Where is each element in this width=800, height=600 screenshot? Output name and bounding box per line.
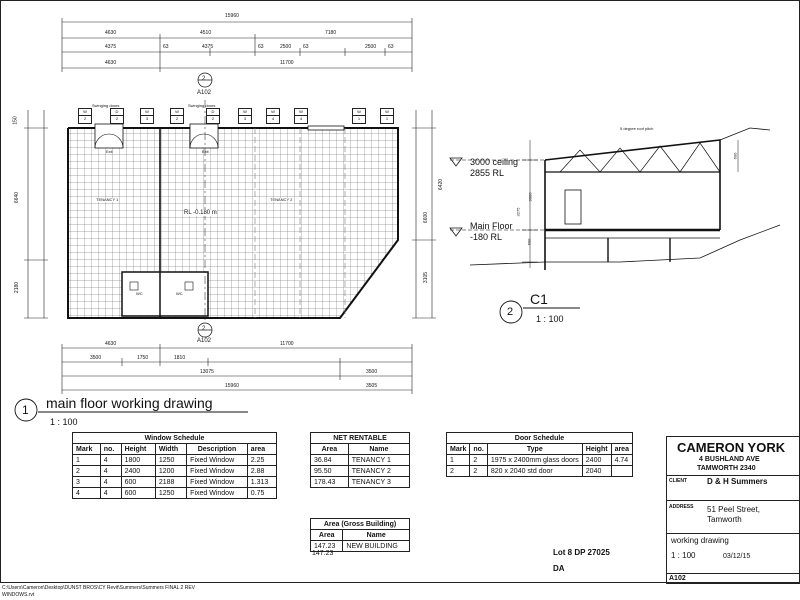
exit-label-2: Exit bbox=[202, 149, 209, 154]
table-cell: Fixed Window bbox=[187, 466, 248, 477]
section-dim-b: 3000 bbox=[527, 192, 533, 202]
window-tag-mark: W bbox=[299, 109, 303, 114]
dim-top-2d: 63 bbox=[258, 44, 264, 50]
window-tag bbox=[140, 108, 154, 124]
window-tag bbox=[266, 108, 280, 124]
dim-right-c: 3105 bbox=[423, 271, 430, 284]
tenancy-1-label: TENANCY 1 bbox=[96, 197, 119, 202]
net-rentable-caption: NET RENTABLE bbox=[311, 433, 410, 444]
dim-top-3b: 11700 bbox=[280, 60, 294, 66]
table-row bbox=[447, 455, 633, 466]
address-label: ADDRESS bbox=[669, 504, 694, 510]
dim-overall: 15960 bbox=[225, 13, 239, 19]
table-cell: 2 bbox=[470, 466, 488, 477]
table-row bbox=[447, 466, 633, 477]
view-number-section: 2 bbox=[507, 306, 514, 318]
col-header: no. bbox=[470, 444, 488, 455]
col-header: Description bbox=[187, 444, 248, 455]
window-tag-mark: W bbox=[243, 109, 247, 114]
table-row bbox=[73, 466, 277, 477]
table-cell: TENANCY 3 bbox=[348, 477, 409, 488]
table-cell: 4 bbox=[100, 477, 121, 488]
company-address-1: 4 BUSHLAND AVE bbox=[699, 456, 760, 463]
table-cell: 600 bbox=[121, 488, 155, 499]
col-header: Width bbox=[155, 444, 186, 455]
dim-right-b: 6600 bbox=[423, 211, 430, 224]
level-tag: RL -0.180 m bbox=[184, 210, 217, 216]
door-schedule-header bbox=[447, 444, 633, 455]
col-header: Type bbox=[487, 444, 582, 455]
dim-top-3a: 4630 bbox=[105, 60, 117, 66]
window-tag-number: 3 bbox=[141, 115, 153, 122]
table-cell: 4 bbox=[100, 488, 121, 499]
dim-bottom-2c: 1810 bbox=[174, 355, 186, 361]
table-cell: 1.313 bbox=[247, 477, 276, 488]
dim-bottom-2a: 3500 bbox=[90, 355, 102, 361]
window-schedule-header bbox=[73, 444, 277, 455]
table-row bbox=[73, 455, 277, 466]
table-cell: 2.88 bbox=[247, 466, 276, 477]
table-cell: 0.75 bbox=[247, 488, 276, 499]
col-header: no. bbox=[100, 444, 121, 455]
window-tag bbox=[380, 108, 394, 124]
swinging-doors-label-1: Swinging doors bbox=[92, 103, 120, 108]
exit-label-1: Exit bbox=[106, 149, 113, 154]
table-cell: 1800 bbox=[121, 455, 155, 466]
window-tag bbox=[206, 108, 220, 124]
table-row bbox=[311, 477, 410, 488]
dim-top-2b: 63 bbox=[163, 44, 169, 50]
section-drawing bbox=[450, 128, 780, 270]
dim-bottom-2d: 3500 bbox=[366, 369, 378, 375]
window-tag bbox=[110, 108, 124, 124]
table-cell: 36.84 bbox=[311, 455, 349, 466]
table-cell: 4 bbox=[100, 466, 121, 477]
window-tag-mark: D bbox=[211, 109, 215, 114]
building-outline bbox=[68, 124, 398, 318]
dim-left-a: 150 bbox=[12, 116, 19, 125]
col-header: Mark bbox=[447, 444, 470, 455]
table-cell: 4 bbox=[100, 455, 121, 466]
section-marker-bottom-sheet: A102 bbox=[197, 338, 212, 344]
net-rentable-table bbox=[310, 432, 410, 488]
col-header: Area bbox=[311, 530, 343, 541]
col-header: Name bbox=[348, 444, 409, 455]
drawing-date: 03/12/15 bbox=[723, 553, 751, 560]
window-schedule bbox=[72, 432, 277, 499]
table-cell: 147.23 bbox=[311, 541, 343, 552]
window-tag bbox=[352, 108, 366, 124]
title-block bbox=[666, 436, 800, 584]
table-cell: 178.43 bbox=[311, 477, 349, 488]
table-cell: 820 x 2040 std door bbox=[487, 466, 582, 477]
table-cell: 2.25 bbox=[247, 455, 276, 466]
door-schedule-caption: Door Schedule bbox=[447, 433, 633, 444]
drawing-scale: 1 : 100 bbox=[671, 551, 696, 560]
window-tag-mark: W bbox=[145, 109, 149, 114]
wc-label-1: WC bbox=[136, 291, 143, 296]
file-name: WINDOWS.rvt bbox=[2, 592, 35, 598]
table-cell: 4.74 bbox=[611, 455, 632, 466]
window-tag-number: 2 bbox=[79, 115, 91, 122]
dim-left-b: 6640 bbox=[14, 191, 21, 204]
sheet-number: A102 bbox=[669, 575, 686, 582]
company-name: CAMERON YORK bbox=[677, 440, 786, 455]
dim-right-a: 6420 bbox=[438, 178, 445, 191]
table-cell: TENANCY 2 bbox=[348, 466, 409, 477]
dim-top-2g: 2500 bbox=[365, 44, 377, 50]
table-cell: Fixed Window bbox=[187, 455, 248, 466]
window-tag-number: 4 bbox=[295, 115, 307, 122]
window-tag-mark: W bbox=[385, 109, 389, 114]
roof-pitch-note: 5 degree roof pitch bbox=[620, 126, 654, 131]
view-title-main: main floor working drawing bbox=[46, 395, 213, 411]
dim-top-1c: 7180 bbox=[325, 30, 337, 36]
window-tag bbox=[78, 108, 92, 124]
window-schedule-caption: Window Schedule bbox=[73, 433, 277, 444]
section-marker-top-num: 2 bbox=[202, 76, 206, 82]
table-cell: 2188 bbox=[155, 477, 186, 488]
window-tag-number: 2 bbox=[111, 115, 123, 122]
window-tag-number: 4 bbox=[267, 115, 279, 122]
floor-label: Main Floor bbox=[470, 221, 513, 231]
da-label: DA bbox=[553, 564, 565, 573]
window-tag bbox=[170, 108, 184, 124]
dim-bottom-1b: 11700 bbox=[280, 341, 294, 347]
table-cell: 4 bbox=[73, 488, 101, 499]
table-row bbox=[73, 488, 277, 499]
table-cell: 1975 x 2400mm glass doors bbox=[487, 455, 582, 466]
client-label: CLIENT bbox=[669, 478, 688, 484]
col-header: Name bbox=[343, 530, 410, 541]
table-cell: TENANCY 1 bbox=[348, 455, 409, 466]
table-cell: 2040 bbox=[582, 466, 611, 477]
site-address-2: Tamworth bbox=[707, 515, 742, 524]
section-marker-top-sheet: A102 bbox=[197, 90, 212, 96]
section-marker-bottom-num: 2 bbox=[202, 326, 206, 332]
file-path: C:\Users\Cameron\Desktop\DUNST BROS\CY Revit\Summers\Summers FINAL 2 REV bbox=[2, 585, 196, 591]
table-cell: 2400 bbox=[121, 466, 155, 477]
window-tag-number: 2 bbox=[207, 115, 219, 122]
section-dim-a: 3275 bbox=[515, 207, 521, 217]
window-tag bbox=[294, 108, 308, 124]
dim-bottom-3a: 13075 bbox=[200, 369, 214, 375]
table-cell bbox=[611, 466, 632, 477]
gross-area-header bbox=[311, 530, 410, 541]
table-cell: NEW BUILDING bbox=[343, 541, 410, 552]
table-cell: 2 bbox=[73, 466, 101, 477]
col-header: Mark bbox=[73, 444, 101, 455]
table-row bbox=[73, 477, 277, 488]
gross-area-table bbox=[310, 518, 410, 552]
gross-area-total: 147.23 bbox=[312, 550, 334, 557]
table-cell: 1 bbox=[73, 455, 101, 466]
window-tag-number: 1 bbox=[353, 115, 365, 122]
dim-bottom-overall: 15960 bbox=[225, 383, 239, 389]
col-header: Height bbox=[121, 444, 155, 455]
net-rentable-header bbox=[311, 444, 410, 455]
view-scale-main: 1 : 100 bbox=[50, 417, 78, 427]
dim-top-2c: 4375 bbox=[202, 44, 214, 50]
window-tag-mark: W bbox=[83, 109, 87, 114]
window-tag-mark: D bbox=[115, 109, 119, 114]
dim-top-2f: 63 bbox=[303, 44, 309, 50]
window-tag-mark: W bbox=[271, 109, 275, 114]
dim-bottom-1a: 4630 bbox=[105, 341, 117, 347]
table-cell: 600 bbox=[121, 477, 155, 488]
view-title-section: C1 bbox=[530, 291, 548, 307]
wc-label-2: WC bbox=[176, 291, 183, 296]
table-cell: 2 bbox=[470, 455, 488, 466]
left-dimensions bbox=[24, 110, 48, 318]
table-row bbox=[311, 466, 410, 477]
dim-bottom-3b: 3505 bbox=[366, 383, 378, 389]
section-dim-right: 600 bbox=[732, 152, 738, 160]
window-tag-number: 1 bbox=[381, 115, 393, 122]
view-scale-section: 1 : 100 bbox=[536, 314, 564, 324]
col-header: Area bbox=[311, 444, 349, 455]
table-cell: 1250 bbox=[155, 455, 186, 466]
door-schedule bbox=[446, 432, 633, 477]
table-cell: 1250 bbox=[155, 488, 186, 499]
company-address-2: TAMWORTH 2340 bbox=[697, 465, 756, 472]
table-cell: 1200 bbox=[155, 466, 186, 477]
table-cell: Fixed Window bbox=[187, 477, 248, 488]
col-header: area bbox=[611, 444, 632, 455]
swinging-doors-label-2: Swinging doors bbox=[188, 103, 216, 108]
table-cell: 2400 bbox=[582, 455, 611, 466]
ceiling-label: 3000 ceiling bbox=[470, 157, 519, 167]
table-cell: 95.50 bbox=[311, 466, 349, 477]
window-tag bbox=[238, 108, 252, 124]
dim-top-2h: 63 bbox=[388, 44, 394, 50]
tenancy-2-label: TENANCY 2 bbox=[270, 197, 293, 202]
window-tag-mark: W bbox=[357, 109, 361, 114]
dim-top-2e: 2500 bbox=[280, 44, 292, 50]
table-cell: 3 bbox=[73, 477, 101, 488]
section-dim-c: 600 bbox=[526, 238, 532, 246]
col-header: Height bbox=[582, 444, 611, 455]
table-cell: 1 bbox=[447, 455, 470, 466]
window-tag-mark: W bbox=[175, 109, 179, 114]
table-cell: Fixed Window bbox=[187, 488, 248, 499]
site-address-1: 51 Peel Street, bbox=[707, 505, 760, 514]
ceiling-rl: 2855 RL bbox=[470, 168, 505, 178]
dim-top-1b: 4510 bbox=[200, 30, 212, 36]
floor-rl: -180 RL bbox=[470, 232, 503, 242]
gross-area-caption: Area (Gross Building) bbox=[311, 519, 410, 530]
col-header: area bbox=[247, 444, 276, 455]
dim-left-c: 2180 bbox=[14, 281, 21, 294]
dim-top-1a: 4630 bbox=[105, 30, 117, 36]
client-name: D & H Summers bbox=[707, 477, 768, 486]
lot-dp: Lot 8 DP 27025 bbox=[553, 548, 610, 557]
dim-top-2a: 4375 bbox=[105, 44, 117, 50]
window-tag-number: 2 bbox=[171, 115, 183, 122]
view-number-main: 1 bbox=[22, 403, 29, 417]
drawing-type: working drawing bbox=[671, 536, 729, 545]
window-tag-number: 3 bbox=[239, 115, 251, 122]
table-cell: 2 bbox=[447, 466, 470, 477]
dim-bottom-2b: 1750 bbox=[137, 355, 149, 361]
table-row bbox=[311, 455, 410, 466]
